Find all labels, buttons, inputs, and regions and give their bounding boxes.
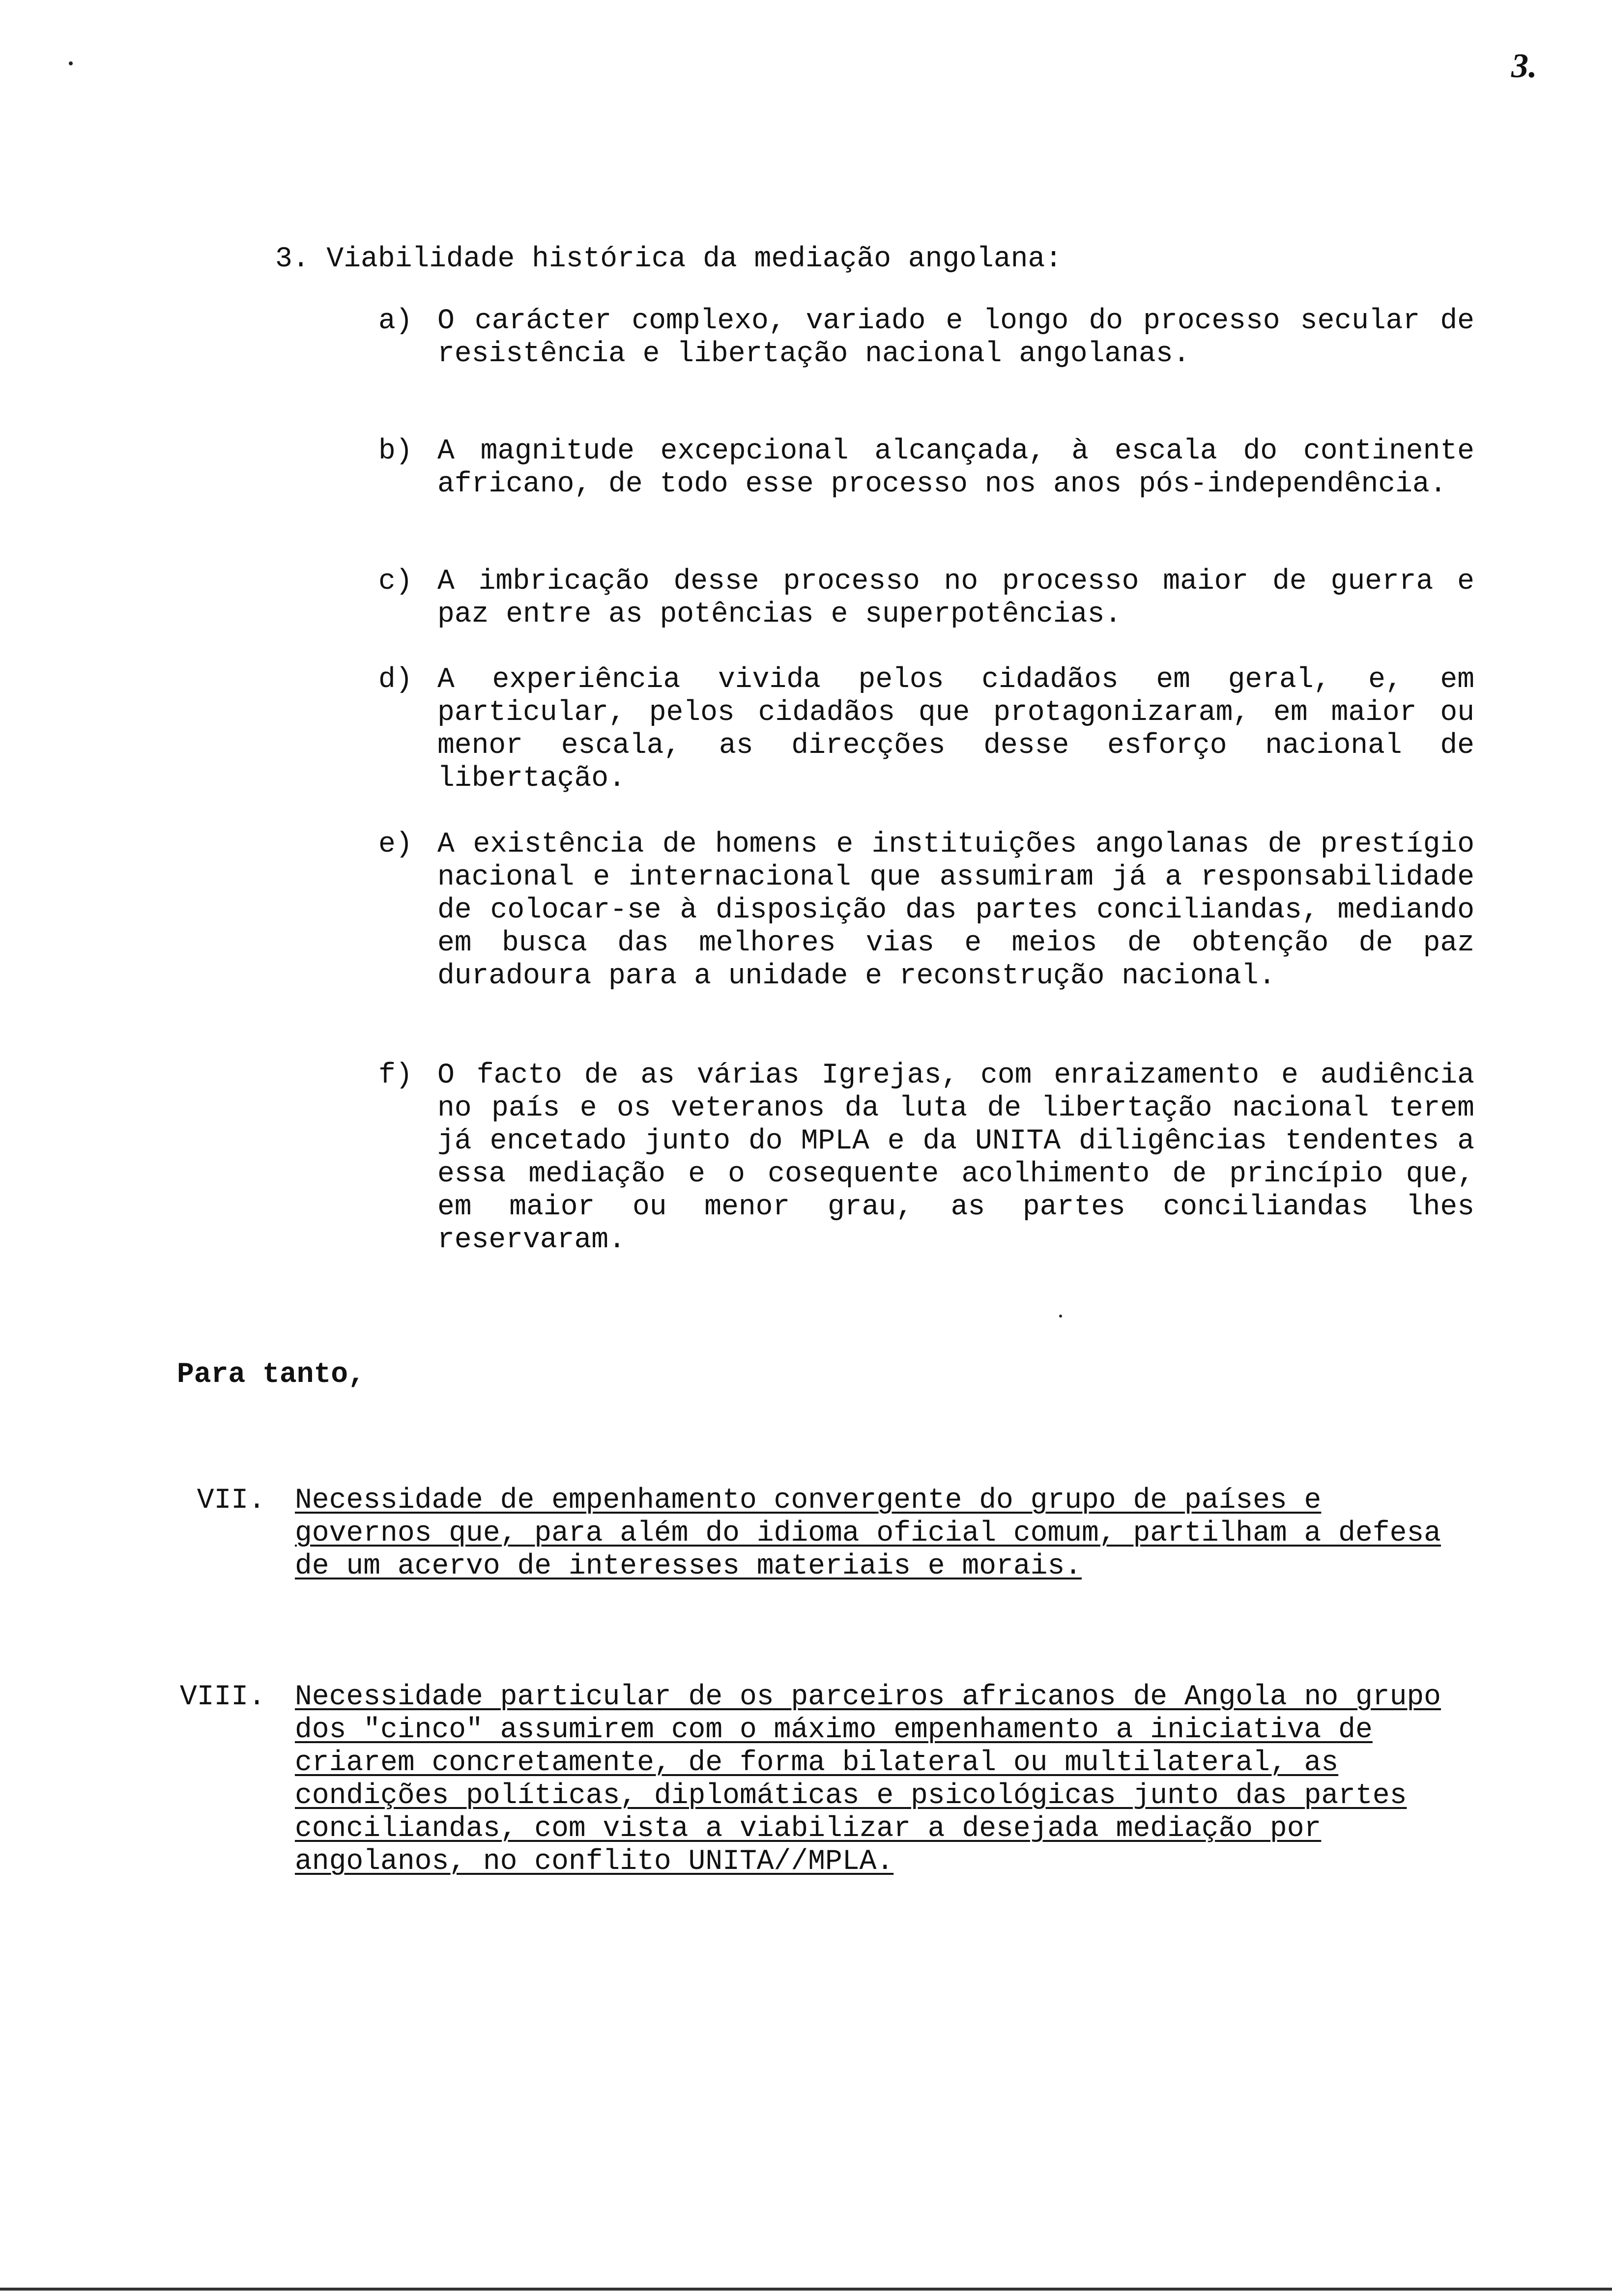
para-tanto: Para tanto, [177,1359,365,1391]
item-letter: d) [378,664,413,696]
scan-speck [1059,1315,1062,1318]
roman-text: Necessidade particular de os parceiros africanos de Angola no grupo dos "cinco" assumirem com o máximo empenhamento a iniciativa de criarem concretamente, de forma bilateral ou multilateral, as condições políticas, diplomáticas e psicológicas junto das partes conciliandas, com vista a viabilizar a desejada mediação por angolanos, no conflito UNITA//MPLA. [295,1681,1441,1878]
scan-speck [69,61,73,65]
roman-numeral: VIII. [179,1681,265,1713]
item-letter: a) [378,305,413,337]
page-number: 3. [1511,47,1537,85]
item-text: A existência de homens e instituições angolanas de prestígio nacional e internacional que assumiram já a responsabilidade de colocar-se à disposição das partes conciliandas, mediando em busca das melhores vias e meios de obtenção de paz duradoura para a unidade e reconstrução nacional. [437,829,1474,992]
item-text: A imbricação desse processo no processo maior de guerra e paz entre as potências e superpotências. [437,566,1474,631]
item-text: A magnitude excepcional alcançada, à escala do continente africano, de todo esse processo nos anos pós-independência. [437,435,1474,500]
item-letter: c) [378,566,413,598]
bottom-rule [0,2288,1612,2291]
item-text: A experiência vivida pelos cidadãos em geral, e, em particular, pelos cidadãos que protagonizaram, em maior ou menor escala, as direcções desse esforço nacional de libertação. [437,664,1474,795]
item-letter: b) [378,435,413,467]
roman-numeral: VII. [197,1485,265,1517]
item-letter: f) [378,1060,413,1091]
section-heading: 3. Viabilidade histórica da mediação angolana: [275,243,1063,275]
item-letter: e) [378,829,413,861]
item-text: O facto de as várias Igrejas, com enraizamento e audiência no país e os veteranos da luta de libertação nacional terem já encetado junto do MPLA e da UNITA diligências tendentes a essa mediação e o cosequente acolhimento de princípio que, em maior ou menor grau, as partes conciliandas lhes reservaram. [437,1060,1474,1256]
roman-text: Necessidade de empenhamento convergente do grupo de países e governos que, para além do idioma oficial comum, partilham a defesa de um acervo de interesses materiais e morais. [295,1485,1441,1582]
item-text: O carácter complexo, variado e longo do processo secular de resistência e libertação nacional angolanas. [437,305,1474,370]
